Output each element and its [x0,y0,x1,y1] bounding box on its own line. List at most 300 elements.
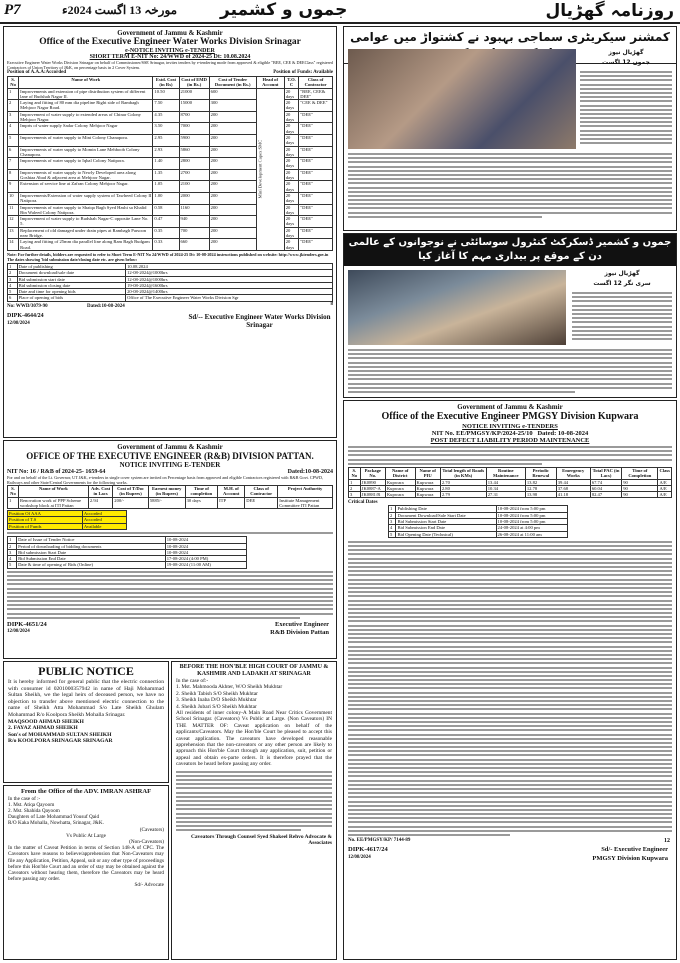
notice-names [8,719,164,745]
tender-water-works [3,26,337,438]
critical-dates-title: Critical Dates [348,500,378,506]
table-cell: "DEE" [299,216,333,228]
table-cell: 7.50 [153,100,179,112]
tender-subtitle: NOTICE INVITING E-TENDER [119,461,221,469]
table-row [349,492,672,498]
table-cell: 30 days [185,497,218,509]
court-body: All residents of inner colony-A Main Road Near Critics Government School Srinagar. (Caveators) Vs Public at Large. (Non Caveators) IN THE MATTER OF: Caveat application on behalf of the applicants/Caveators. May the Hon'ble Court be pleased to accept this caveat application. The caveators have developed reasonable apprehension that the non-caveators or any other person are likely to approach this Hon'ble Court through any application, suit, petition or appeal and obtain ex-parte orders. It is therefore prayed that the caveators be heard before passing any order. [176,710,332,768]
court-party: 1. Mst. Mahmooda Akhter, W/O Sheikh Mukhtar [176,684,283,691]
table-cell: 660 [179,239,209,251]
table-cell: Imprts of water supply Sadar Colony Mehjoor Nagar [19,123,153,135]
table-cell: 1160 [179,204,209,216]
notice-name: MAQSOOD AHMAD SHEIKH [8,718,84,725]
table-cell: 20 days [284,204,299,216]
dipk-number: DIPK-4644/24 [7,312,44,319]
signatory-title: Sd/- Executive Engineer [601,846,668,854]
table-cell: ITP [218,497,245,509]
table-cell: 13 [8,227,19,239]
table-cell: 1.35 [153,169,179,181]
table-header: Head of Account [256,77,284,89]
table-cell: 1.00 [153,192,179,204]
schedule-cell: Bid submission closing date [17,282,126,288]
table-header: Earnest money (in Rupees) [148,486,185,498]
signatory-office: R&B Division Pattan [270,629,329,636]
table-cell: 3.50 [153,123,179,135]
dipk-date: 12/08/2024 [7,629,30,634]
table-cell: 2 [8,100,19,112]
tender-gov: Government of Jammu & Kashmir [117,29,223,37]
critical-date-cell: Publishing Date [396,506,496,512]
table-cell: Improvements of water supply to Iqbal Colony Natipora. [19,158,153,170]
court-party: 2. Sheikh Tabish S/O Sheikh Mukhtar [176,690,258,697]
packages-table [348,467,672,498]
schedule-cell: 2 [8,270,18,276]
memo-number: No: WWD/3079-90 [7,303,48,309]
table-cell: 200 [209,227,256,239]
table-cell: 1 [349,479,361,485]
table-header: S. No [349,467,361,479]
news-source: گھڑیال نیوز [608,49,644,56]
table-header: Emergency Works [556,467,590,479]
table-cell: 9 [8,181,19,193]
caveat-subtitle: In the case of :- [8,795,41,802]
table-cell: "BEE, CEE& DEE" [299,88,333,100]
news-headline: جموں و کشمیر ڈسکرکٹ کنٹرول سوسائٹی نے نوجوانوں کے عالمی دن کے موقع پر بیداری مہم کا آغاز کیا [344,234,676,266]
table-cell: 27.31 [486,492,525,498]
table-header: Time of Completion [622,467,658,479]
table-cell: 200 [209,123,256,135]
schedule-cell: 12-08-2024@1000hrs [126,270,333,276]
table-cell: 10.34 [486,485,525,491]
table-cell: JK0881/R [360,492,385,498]
table-cell: "DEE" [299,192,333,204]
table-cell: 20 days [284,227,299,239]
head-of-account: Mini Development Capex SMC [256,88,284,250]
table-cell: 7 [8,158,19,170]
court-title: BEFORE THE HON'BLE HIGH COURT OF JAMMU & KASHMIR AND LADAKH AT SRINAGAR [179,664,329,677]
caveat-title: From the Office of the ADV. IMRAN ASHRAF [20,788,152,795]
table-cell: 20 days [284,123,299,135]
caveat-notice [3,785,169,960]
table-cell: 10.50 [153,88,179,100]
schedule-cell: 4 [8,556,17,562]
schedule-cell: 12-08-2024@1000hrs [126,276,333,282]
table-header: Total PAC (in Lacs) [590,467,621,479]
table-cell: 20 days [284,216,299,228]
table-header: Name of Work [19,77,153,89]
table-cell: 200 [209,239,256,251]
table-cell: 2.80 [440,485,486,491]
schedule-cell: Bid submission Start Date [17,549,166,555]
news-dateline: سری نگر 12 اگست [593,280,651,287]
table-cell: 2700 [179,169,209,181]
schedule-cell: 1 [8,263,18,269]
schedule-cell: Bid Submission End Date [17,556,166,562]
critical-date-cell: 24-08-2024 at 4:00 pm [496,525,567,531]
table-cell: 1 [8,88,19,100]
table-cell: Improvements of water supply to Newly Developed area along Goshiaa Abad & adjacent area at Mehjoor Nagar. [19,169,153,181]
high-court-notice [171,661,337,960]
table-cell: 20 days [284,111,299,123]
table-header: Estd. Cost (in Rs) [153,77,179,89]
table-cell: 2100 [179,181,209,193]
table-cell: 90 [622,492,658,498]
table-cell: 90 [622,485,658,491]
schedule-cell: Period of downloading of bidding documents [17,543,166,549]
table-cell: 5860 [179,146,209,158]
table-header: Name of Work [18,486,88,498]
position-funds: Position of Funds: Available [273,70,333,75]
table-cell: 2800 [179,158,209,170]
schedule-cell: 10.08.2024 [126,263,333,269]
table-cell: 300 [209,100,256,112]
news-dateline: جموں 12 اگست [602,59,650,66]
caveat-parties [8,802,164,827]
table-cell: "DEE" [299,239,333,251]
table-cell: 2.95 [153,134,179,146]
table-cell: 90 [622,479,658,485]
notice-name: R/o KOOLPORA SRINAGAR SRINAGAR [8,738,113,745]
table-cell: "DEE" [299,204,333,216]
tender-dated: Dated: 10-08-2024 [537,430,589,437]
table-cell: 15000 [179,100,209,112]
table-cell: 20 days [284,169,299,181]
table-cell: "DEE" [299,134,333,146]
table-cell: 1.40 [153,158,179,170]
table-header: Class of Contractor [245,486,278,498]
signatory-office: PMGSY Division Kupwara [592,855,668,863]
table-cell: 20 days [284,239,299,251]
table-cell: 940 [179,216,209,228]
news-headline: کمشنر سیکریٹری سماجی بہبود نے کشتواڑ میں عوامی [344,27,676,64]
critical-date-cell: 1 [389,506,396,512]
table-cell: Improvement of water supply to extended areas of Chinar Colony Mehjoor Nagar. [19,111,153,123]
position-aaa: Position of A.A.A:Accorded [7,70,67,75]
tender-intro: For and on behalf of the Lt. Governor, UT J&K, e-tenders in single cover system are invited on Percentage basis from approved and eligible Contractors registered with R&B Govt. CPWD, Railways and other State/Central Governments for the following works. [7,475,324,485]
page-number: P7 [4,2,21,18]
tender-note: Note: For further details, bidders are requested to refer to Short Term E-NIT No 24/WWD of 2024-25 Dt: 10-08-2024 instructions published on website: http://www.jktenders.gov.in The dates showing 'bid submission date/closing date etc. are given below: [7,251,329,262]
schedule-cell: 10-08-2024 [165,537,246,543]
schedule-table [7,263,333,302]
tender-title: Office of the Executive Engineer PMGSY Division Kupwara [381,411,639,422]
dipk-date: 12/08/2024 [348,855,371,861]
table-cell: 5885/- [148,497,185,509]
table-row [8,88,333,100]
schedule-cell: 5 [8,562,17,568]
table-cell: Kupwara [415,485,440,491]
notice-body: It is hereby informed for general public that the electric connection with consumer id 0201000357942 in name of Haji Mohammad Sultan Sheikh, we the legal heirs of deceased person, we have no objection to transfer above mentioned electric connection to the name of Sheikh Atta Mohammad S/o Late Sheikh Ghulam Mohammad R/o Koolpora Sheikh Mohalla Srinagar. [8,679,164,718]
table-cell: 20 days [284,192,299,204]
table-header: S. No [8,77,19,89]
table-cell: 14 [8,239,19,251]
tender-dated: Dated:10-08-2024 [287,469,333,475]
table-cell: "DEE" [299,111,333,123]
table-cell: 200 [209,158,256,170]
notice-title: PUBLIC NOTICE [38,664,134,678]
table-header: T.O. C [284,77,299,89]
table-cell: 37.68 [556,485,590,491]
versus-label: Vs Public At Large [66,832,106,839]
table-cell: Improvements of water supply to Mini Colony Chanapora. [19,134,153,146]
table-cell: Kupwara [415,492,440,498]
table-header: Routine Maintenance [486,467,525,479]
table-cell: 20 days [284,181,299,193]
table-cell: "DEE" [299,169,333,181]
tender-post: POST DEFECT LIABILITY PERIOD MAINTENANCE [430,437,590,444]
table-cell: Improvement of water supply to Budshah Nagar-C opposite Lane No. 5. [19,216,153,228]
news-photo [348,49,576,149]
table-cell: 200 [209,134,256,146]
table-cell: 20 days [284,158,299,170]
table-cell: 3 [8,111,19,123]
table-cell: "DEE" [299,146,333,158]
table-header: Cost of EMD (in Rs.) [179,77,209,89]
dipk-date: 12/08/2024 [7,320,30,326]
non-caveator-label: (Non-Caveators) [129,838,164,845]
signatory: Sd/-- Executive Engineer Water Works Division Srinagar [188,312,331,329]
caveator-label: (Caveators) [139,826,164,833]
table-cell: Laying and fitting of 80 mm dia pipeline Right side of Rambagh Mehjoor Nagar Road. [19,100,153,112]
table-cell: 4.35 [153,111,179,123]
news-story-1 [343,26,677,231]
table-header: Name of District [385,467,415,479]
notice-name: 2. FAYAZ AHMAD SHEIKH [8,725,78,732]
caveat-party: 1. Mst. Atiqa Qayoom [8,801,55,808]
table-cell: 200/- [113,497,149,509]
tender-title: OFFICE OF THE EXECUTIVE ENGINEER (R&B) DIVISION PATTAN. [26,451,314,461]
schedule-cell: 10-08-2024 [165,549,246,555]
table-header: Total length of Roads (in KMs) [440,467,486,479]
table-header: Adv. Cost in Lacs [88,486,112,498]
caveat-party: Daughters of Late Mohammad Yousuf Qaid [8,814,100,821]
table-cell: Improvements of water supply to Momin Lane Mehboob Colony Chanapora. [19,146,153,158]
critical-date-cell: 3 [389,519,396,525]
tender-nit: NIT No: 16 / R&B of 2024-25- 1659-64 [7,469,106,475]
table-cell: Kupwara [385,485,415,491]
table-cell: 20 days [284,146,299,158]
table-cell: 700 [179,227,209,239]
tender-gov: Government of Jammu & Kashmir [117,443,223,451]
schedule-cell: 3 [8,276,18,282]
table-header: Cost of T/Doc (in Rupees) [113,486,149,498]
table-header: Class [658,467,672,479]
table-cell: Improvements of water supply to Shaiqa Bagh Syed Hashi sa Khalid Bin Waleed Colony Natipora. [19,204,153,216]
table-cell: 4 [8,123,19,135]
stamp-number: 8 [330,301,333,307]
dipk-number: DIPK-4617/24 [348,846,388,854]
tender-nit: SHORT TERM E-NIT No: 24/WWD of 2024-25 Dt: 10.08.2024 [89,54,251,60]
schedule-cell: 10-08-2024 [165,543,246,549]
table-cell: "DEE" [299,181,333,193]
table-cell: 1 [8,497,19,509]
schedule-cell: 19-08-2024 (11:00 AM) [165,562,246,568]
table-cell: A/E [658,485,672,491]
table-cell: 13.98 [525,492,556,498]
table-header: Project Authority [278,486,333,498]
tender-pmgsy-kupwara [343,400,677,960]
table-cell: Kupwara [385,479,415,485]
schedule-cell: Date of Issue of Tender Notice [17,537,166,543]
table-header: Time of completion [185,486,218,498]
critical-date-row [389,531,568,537]
table-cell: 8 [8,169,19,181]
table-cell: 39.44 [556,479,590,485]
table-cell: 13.44 [486,479,525,485]
table-cell: 20 days [284,134,299,146]
works-table [7,76,333,251]
court-party: 3. Sheikh Inaba D/O Sheikh Mukhtar [176,697,257,704]
schedule-table [7,536,247,568]
caveat-sign: Sd/- Advocate [134,882,164,889]
table-cell: 20 days [284,88,299,100]
table-cell: 7000 [179,123,209,135]
table-cell: 0.58 [153,204,179,216]
schedule-cell: 4 [8,282,18,288]
critical-dates-table [388,505,568,537]
table-cell: "DEE" [299,158,333,170]
critical-date-cell: 10-08-2024 from 5:00 pm [496,512,567,518]
schedule-row [8,295,333,301]
table-header: Cost of Tender Document (in Rs.) [209,77,256,89]
table-cell: 11 [8,204,19,216]
schedule-cell: Place of opening of bids [17,295,126,301]
memo-number: No. EE/PMGSY/KP/ 7144-89 [348,838,411,844]
critical-date-cell: 4 [389,525,396,531]
critical-date-cell: Document Download/Sale Start Date [396,512,496,518]
table-cell: 41.18 [556,492,590,498]
table-header: S. No [8,486,19,498]
table-header: Package No. [360,467,385,479]
table-cell: "DEE" [299,123,333,135]
table-cell: "DEE" [299,227,333,239]
table-cell: 0.47 [153,216,179,228]
table-cell: 67.74 [590,479,621,485]
table-cell: 0.35 [153,227,179,239]
notice-name: Son's of MOHAMMAD SULTAN SHEIKH [8,731,112,738]
table-cell: 21000 [179,88,209,100]
table-cell: 13.82 [525,479,556,485]
critical-date-cell: Bid Submission Start Date [396,519,496,525]
section-title: جموں و کشمیر [220,0,348,20]
tender-title: Office of the Executive Engineer Water Works Division Srinagar [39,37,301,47]
schedule-cell: 1 [8,537,17,543]
position-table: Position Of AAA Accorded Position of T.S Accorded Position of Funds Available [7,510,127,530]
schedule-cell: 2 [8,543,17,549]
schedule-cell: 3 [8,549,17,555]
schedule-cell: 20-08-2024@1400hrs [126,289,333,295]
table-cell: 200 [209,111,256,123]
table-cell: 200 [209,181,256,193]
court-subtitle: In the case of:- [176,678,209,684]
table-cell: 5900 [179,134,209,146]
schedule-row [8,562,247,568]
dipk-number: DIPK-4651/24 [7,621,47,628]
news-story-2 [343,233,677,398]
table-cell: Extension of service line at Zafran Colony Mehjoor Nagar. [19,181,153,193]
schedule-cell: Date of publishing [17,263,126,269]
schedule-cell: 17-08-2024 (4:00 PM) [165,556,246,562]
table-cell: JK0890 [360,479,385,485]
caveat-body: In the matter of Caveat Petition in terms of Section 148-A of CPC. The Caveators have reasons to believe/apprehension that Non-Caveators may file any Application, Petition, Appeal, suit or any other type of proceedings before this Hon'ble Court and an order of stay may be obtained against the Caveators without hearing them, therefore the Caveators may be heard before passing any order. [8,845,164,883]
table-cell: 60.04 [590,485,621,491]
table-cell: 2.79 [440,492,486,498]
table-cell: 2.93 [153,146,179,158]
table-cell: A/E [658,479,672,485]
critical-date-cell: 5 [389,531,396,537]
table-cell: Kupwara [385,492,415,498]
caveat-party: 2. Mst. Shahida Qayoom [8,807,60,814]
table-cell: 200 [209,192,256,204]
table-cell: 6 [8,146,19,158]
table-header: Class of Contractor [299,77,333,89]
critical-date-cell: 10-08-2024 from 5:00 pm [496,519,567,525]
table-cell: 2.70 [440,479,486,485]
schedule-cell: Bid submission start date [17,276,126,282]
court-sign: Caveators Through Counsel Syed Shakeel Rehvo Advocate & Associates [190,833,332,846]
schedule-cell: Date and time for opening bids [17,289,126,295]
schedule-cell: 6 [8,295,18,301]
schedule-cell: Office of The Executive Engineer Water Works Division Sgr [126,295,333,301]
schedule-cell: 5 [8,289,18,295]
news-source: گھڑیال نیوز [604,270,640,277]
critical-date-cell: Bid Opening Date (Technical) [396,531,496,537]
table-cell: "CEE & DEE" [299,100,333,112]
stamp-number: 12 [664,838,670,845]
issue-date: مورخہ 13 اگست 2024ء [62,3,178,17]
table-cell: 2.94 [88,497,112,509]
schedule-cell: 19-08-2024@1600hrs [126,282,333,288]
table-cell: 2000 [179,192,209,204]
table-cell: 10 [8,192,19,204]
page-header [0,0,680,24]
schedule-cell: Document download/sale date [17,270,126,276]
works-table [7,485,333,509]
tender-subtitle: NOTICE INVITING e-TENDERS [462,423,558,430]
tender-intro: Executive Engineer Water Works Division Srinagar on behalf of Commissioner/SSE Srinagar, invites tenders by e-tendering mode from approved & eligible "BEE, CEE & DEEClass" registered Contractors of Union Territory of J&K, on percentage basis in 2 Cover System. [7,60,333,70]
signatory-title: Executive Engineer [275,621,329,628]
table-cell: Institute Management Committee ITI Pattan [278,497,333,509]
table-cell: JK0887-A [360,485,385,491]
tender-gov: Government of Jammu & Kashmir [457,403,563,411]
critical-date-cell: 26-08-2024 at 11:00 am [496,531,567,537]
schedule-cell: Date & time of opening of Bids (Online) [17,562,166,568]
news-photo [348,270,566,345]
table-cell: 200 [209,169,256,181]
table-cell: A/E [658,492,672,498]
table-cell: 5 [8,134,19,146]
table-cell: 0.33 [153,239,179,251]
table-header: Periodic Renewal [525,467,556,479]
table-header: Name of PIU [415,467,440,479]
table-cell: Renovation work of PPP Scheme workshop block at ITI Pattan [18,497,88,509]
court-party: 4. Sheikh Jubari S/O Sheikh Mukhtar [176,703,257,710]
table-cell: Improvements and extension of pipe distribution system of different lane of Budshah Nagar II. [19,88,153,100]
table-cell: 2 [349,485,361,491]
tender-subtitle: e-NOTICE INVITING e-TENDER [125,48,215,54]
table-cell: 20 days [284,100,299,112]
table-cell: DEE [245,497,278,509]
tender-nit: NIT No. EE/PMGSY/KP/2024-25/10 [431,430,533,437]
table-cell: 12.78 [525,485,556,491]
critical-date-cell: Bid Submission End Date [396,525,496,531]
public-notice [3,661,169,783]
memo-date: Dated:10-08-2024 [87,303,125,309]
table-header: M.H. of Account [218,486,245,498]
critical-date-cell: 10-08-2024 from 5:00 pm [496,506,567,512]
table-cell: Replacement of old damaged under drain pipes at Rambagh Parsoon near Bridge. [19,227,153,239]
table-cell: 200 [209,146,256,158]
caveat-party: R/O Kaka Mohalla, Nowhatta, Srinagar, J&K. [8,820,104,827]
